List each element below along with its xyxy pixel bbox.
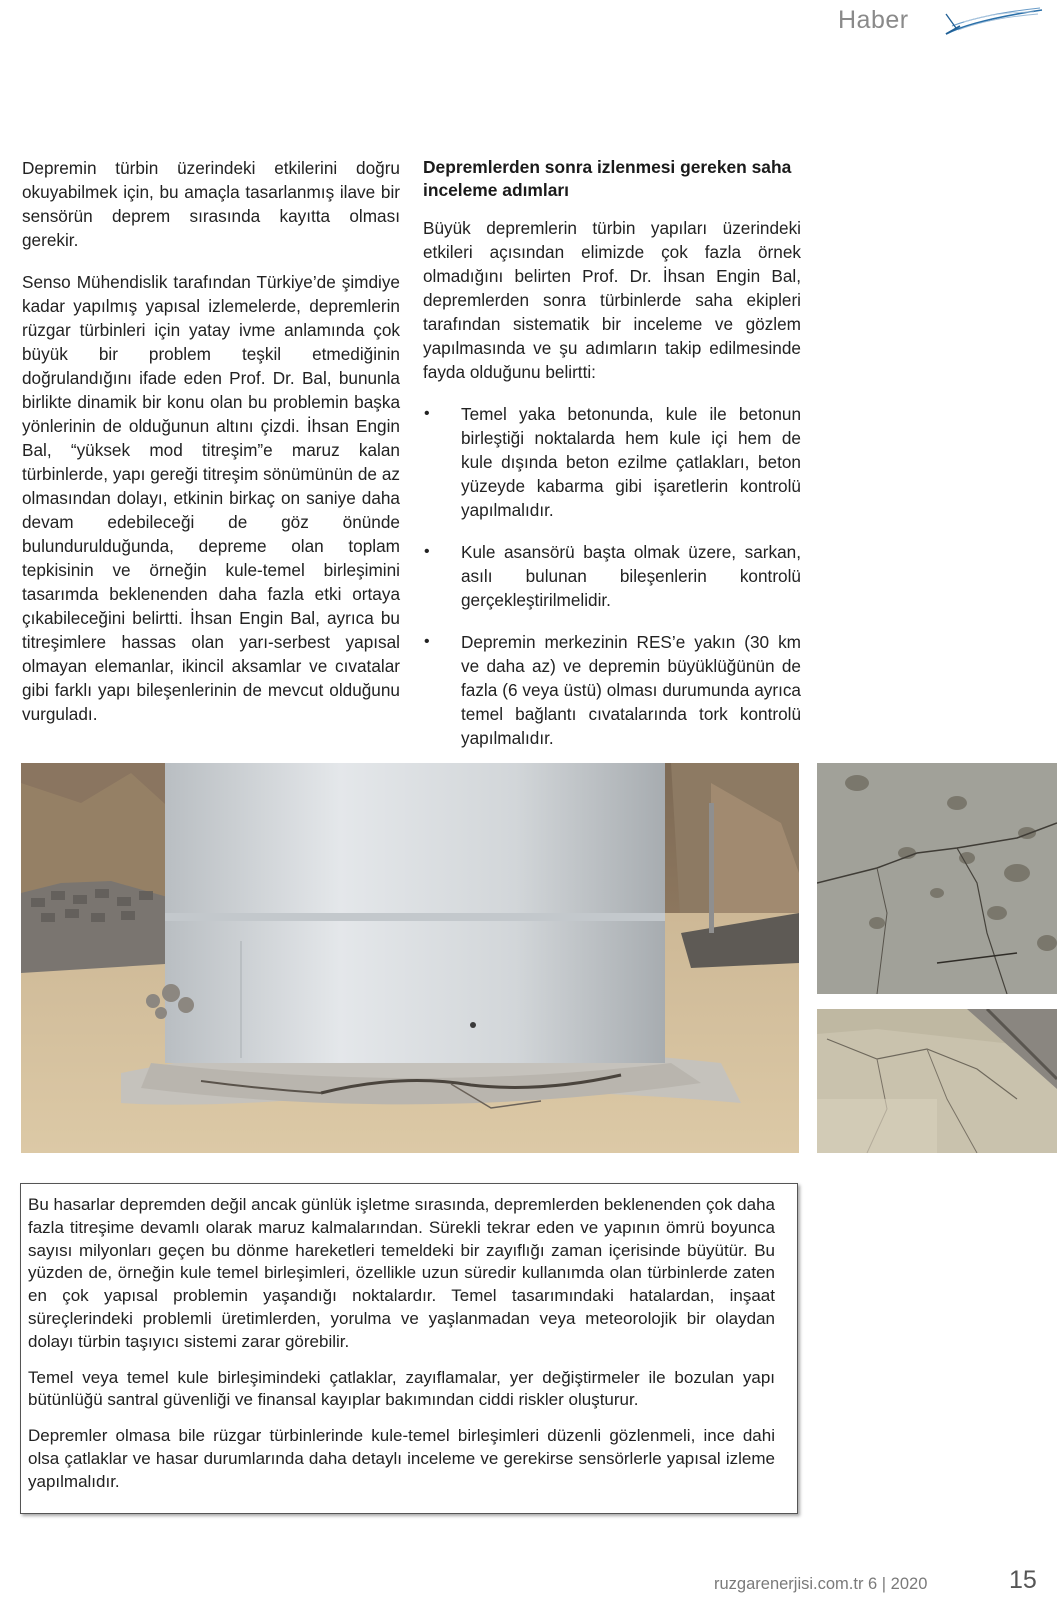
list-item xyxy=(423,402,801,522)
info-paragraph-1: Bu hasarlar depremden değil ancak günlük işletme sırasında, depremlerden beklenenden çok daha fazla titreşime devamlı olarak maruz kalmalarından. Sürekli tekrar eden ve yapının ömrü boyunca sayısı milyonları geçen bu dönme hareketleri temeldeki bir zayıflığı zaman içerisinde büyütür. Bu yüzden de, örneğin kule temel birleşimleri, özellikle uzun süredir kullanımda olan türbinlerde zaten en çok yapısal problemin yaşandığı noktalardır. Temel tasarımındaki hatalardan, inşaat süreçlerindeki problemli üretimlerden, yorulma ve yaşlanmadan veya meteorolojik bir olaydan dolayı türbin taşıyıcı sistemi zarar görebilir. xyxy=(28,1195,775,1351)
list-item xyxy=(423,540,801,612)
bullet-icon: • xyxy=(424,405,430,422)
footer-site-issue: ruzgarenerjisi.com.tr 6 | 2020 xyxy=(714,1575,928,1593)
left-paragraph-2: Senso Mühendislik tarafından Türkiye’de şimdiye kadar yapılmış yapısal izlemelerde, depremlerin rüzgar türbinleri için yatay ivme anlamında çok büyük bir problem teşkil etmediğinin doğrulandığını ifade eden Prof. Dr. Bal, bununla birlikte dinamik bir konu olan bu problemin başka yönlerinin de olduğunun altını çizdi. İhsan Engin Bal, “yüksek mod titreşim”e maruz kalan türbinlerde, yapı gereği titreşim sönümünün de az olmasından dolayı, etkinin birkaç on saniye daha devam edebileceği de göz önünde bulundurulduğunda, depreme olan toplam tepkisinin ve örneğin kule-temel birleşimini tasarımda beklenenden daha fazla etki ortaya çıkabileceğini belirtti. İhsan Engin Bal, ayrıca bu titreşimlere hassas olan yarı-serbest yapısal olmayan elemanlar, ikincil aksamlar ve cıvatalar gibi farklı yapı bileşenlerinin de mevcut olduğunu vurguladı. xyxy=(22,272,400,724)
list-item-text: Temel yaka betonunda, kule ile betonun birleştiği noktalarda hem kule içi hem de kule dışında beton ezilme çatlakları, beton yüzeyde kabarma gibi işaretlerin kontrolü yapılmalıdır. xyxy=(461,404,801,520)
right-column xyxy=(423,156,801,768)
list-item-text: Kule asansörü başta olmak üzere, sarkan, asılı bulunan bileşenlerin kontrolü gerçekleştirilmelidir. xyxy=(461,542,801,610)
left-column xyxy=(22,156,400,744)
section-heading: Depremlerden sonra izlenmesi gereken saha inceleme adımları xyxy=(423,157,792,200)
page-number: 15 xyxy=(1009,1566,1037,1594)
list-item xyxy=(423,630,801,750)
inspection-steps-list xyxy=(423,402,801,750)
left-paragraph-1: Depremin türbin üzerindeki etkilerini doğru okuyabilmek için, bu amaçla tasarlanmış ilave bir sensörün deprem sırasında kayıtta olması gerekir. xyxy=(22,158,400,250)
cracked-concrete-photo xyxy=(817,1009,1057,1153)
concrete-surface-photo xyxy=(817,763,1057,994)
info-paragraph-3: Depremler olmasa bile rüzgar türbinlerinde kule-temel birleşimleri düzenli gözlenmeli, ince dahi olsa çatlaklar ve hasar durumlarında daha detaylı inceleme ve gerekirse sensörlerle yapısal izleme yapılmalıdır. xyxy=(28,1426,775,1491)
wind-swoosh-logo-icon xyxy=(944,4,1044,38)
section-label: Haber xyxy=(838,6,909,34)
info-paragraph-2: Temel veya temel kule birleşimindeki çatlaklar, zayıflamalar, yer değiştirmeler ile bozulan yapı bütünlüğü santral güvenliği ve finansal kayıplar bakımından ciddi riskler oluşturur. xyxy=(28,1367,775,1410)
right-intro-paragraph: Büyük depremlerin türbin yapıları üzerindeki etkileri açısından elimizde çok fazla örnek olmadığını belirten Prof. Dr. İhsan Engin Bal, depremlerden sonra türbinlerde saha ekipleri tarafından sistematik bir inceleme ve gözlem yapılmasında ve şu adımların takip edilmesinde fayda olduğunu belirtti: xyxy=(423,218,801,382)
info-box xyxy=(20,1183,798,1514)
bullet-icon: • xyxy=(424,543,430,560)
list-item-text: Depremin merkezinin RES’e yakın (30 km ve daha az) ve depremin büyüklüğünün de fazla (6 veya üstü) olması durumunda ayrıca temel bağlantı cıvatalarında tork kontrolü yapılmalıdır. xyxy=(461,632,801,748)
bullet-icon: • xyxy=(424,633,430,650)
tower-base-photo xyxy=(21,763,799,1153)
